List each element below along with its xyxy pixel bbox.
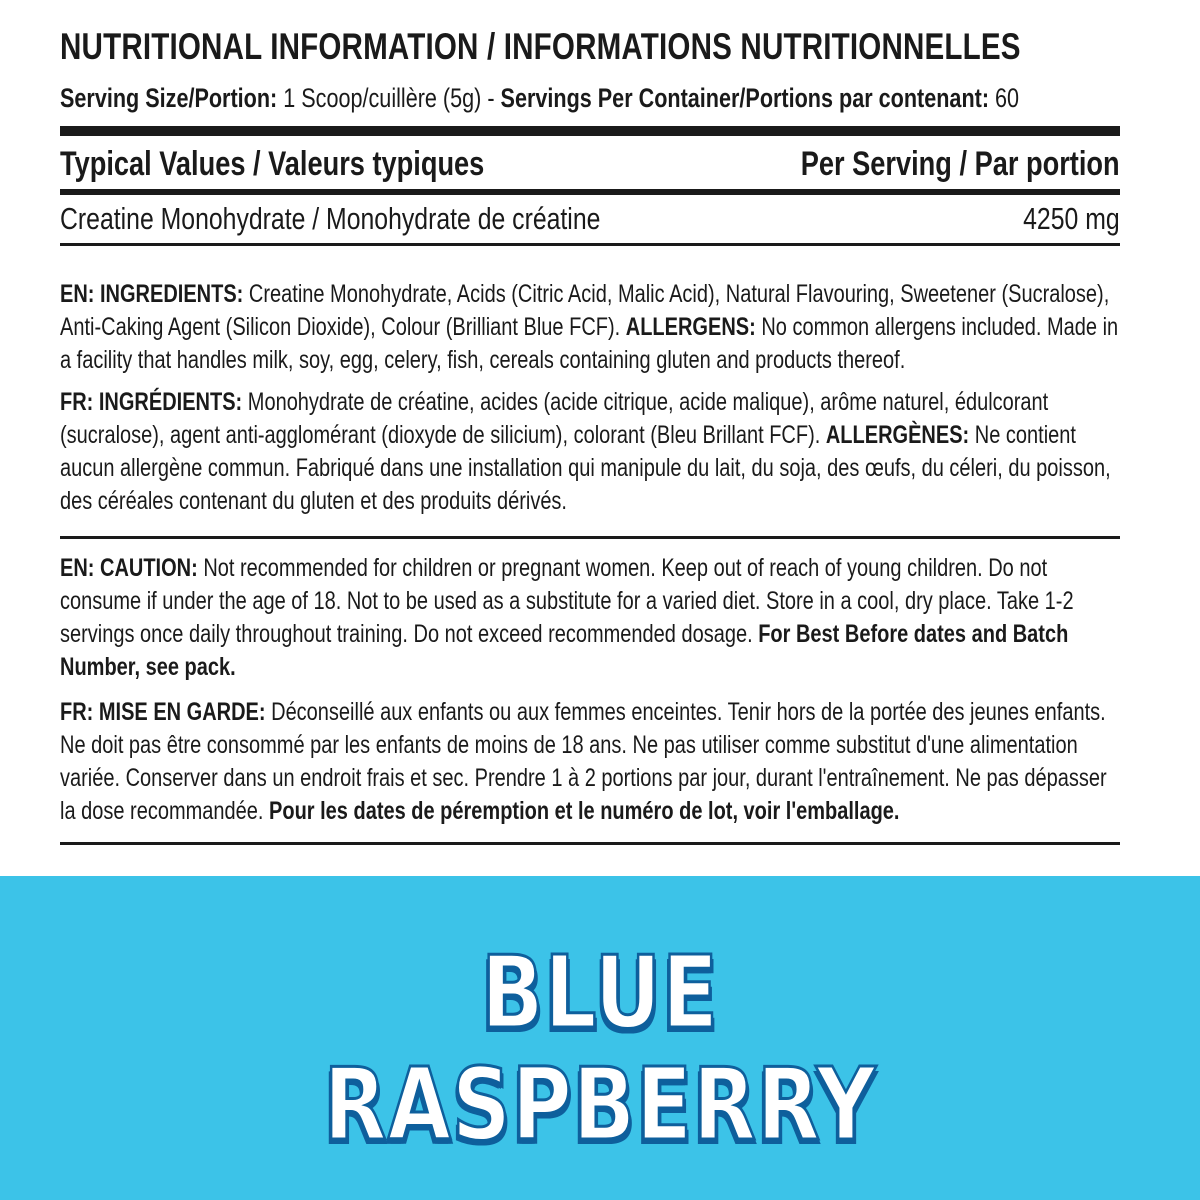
serving-size-label: Serving Size/Portion: <box>60 83 278 113</box>
flavor-name-line-1-text: BLUE <box>481 934 719 1051</box>
allergens-en-label: ALLERGENS: <box>625 313 756 341</box>
divider-table-bottom <box>60 243 1120 246</box>
table-header-typical-values: Typical Values / Valeurs typiques <box>60 145 485 183</box>
table-row <box>60 201 1120 241</box>
ingredients-fr-text: Monohydrate de créatine, acides (acide citrique, acide malique), arôme naturel, édulcorant (sucralose), agent anti-agglomérant (dioxyde de silicium), colorant (Bleu Brillant FCF). <box>60 388 1049 449</box>
allergens-en-text: No common allergens included. Made in a facility that handles milk, soy, egg, celery, fish, cereals containing gluten and products thereof. <box>60 313 1119 374</box>
servings-per-container-value: 60 <box>989 83 1020 113</box>
caution-en-label: EN: CAUTION: <box>60 554 198 582</box>
table-cell-amount: 4250 mg <box>1023 201 1120 236</box>
ingredients-en-label: EN: INGREDIENTS: <box>60 280 244 308</box>
caution-fr-label: FR: MISE EN GARDE: <box>60 698 266 726</box>
caution-en <box>60 552 1120 684</box>
flavor-name-line-2-text: RASPBERRY <box>323 1046 877 1163</box>
nutrition-label-panel <box>60 0 1120 876</box>
table-cell-ingredient-name: Creatine Monohydrate / Monohydrate de créatine <box>60 201 601 236</box>
serving-size-value: 1 Scoop/cuillère (5g) - <box>277 83 501 113</box>
divider-caution <box>60 536 1120 539</box>
caution-fr-text: Déconseillé aux enfants ou aux femmes enceintes. Tenir hors de la portée des jeunes enfants. Ne doit pas être consommé par les enfants de moins de 18 ans. Ne pas utiliser comme substitut d'une alimentation variée. Conserver dans un endroit frais et sec. Prendre 1 à 2 portions par jour, durant l'entraînement. Ne pas dépasser la dose recommandée. <box>60 698 1107 825</box>
table-header-per-serving: Per Serving / Par portion <box>801 145 1120 183</box>
divider-thick-top <box>60 126 1120 136</box>
ingredients-fr <box>60 386 1120 518</box>
caution-fr-best-before: Pour les dates de péremption et le numéro de lot, voir l'emballage. <box>269 797 900 825</box>
divider-header <box>60 189 1120 195</box>
servings-per-container-label: Servings Per Container/Portions par contenant: <box>500 83 990 113</box>
table-header-row <box>60 145 1120 185</box>
flavor-banner <box>0 876 1200 1200</box>
divider-bottom <box>60 842 1120 845</box>
allergens-fr-label: ALLERGÈNES: <box>825 421 970 449</box>
serving-info <box>60 83 1200 114</box>
caution-en-text: Not recommended for children or pregnant women. Keep out of reach of young children. Do not consume if under the age of 18. Not to be used as a substitute for a varied diet. Store in a cool, dry place. Take 1-2 servings once daily throughout training. Do not exceed recommended dosage. <box>60 554 1074 648</box>
label-title-text: NUTRITIONAL INFORMATION / INFORMATIONS NUTRITIONNELLES <box>60 26 1021 67</box>
ingredients-fr-label: FR: INGRÉDIENTS: <box>60 388 243 416</box>
ingredients-en <box>60 278 1120 377</box>
allergens-fr-text: Ne contient aucun allergène commun. Fabriqué dans une installation qui manipule du lait, du soja, des œufs, du céleri, du poisson, des céréales contenant du gluten et des produits dérivés. <box>60 421 1111 515</box>
caution-fr <box>60 696 1120 828</box>
flavor-name-line-1 <box>0 934 1200 1051</box>
flavor-name-line-2 <box>0 1046 1200 1163</box>
ingredients-en-text: Creatine Monohydrate, Acids (Citric Acid, Malic Acid), Natural Flavouring, Sweetener (Sucralose), Anti-Caking Agent (Silicon Dioxide), Colour (Brilliant Blue FCF). <box>60 280 1110 341</box>
caution-en-best-before: For Best Before dates and Batch Number, see pack. <box>60 620 1069 681</box>
label-title <box>60 26 1200 68</box>
